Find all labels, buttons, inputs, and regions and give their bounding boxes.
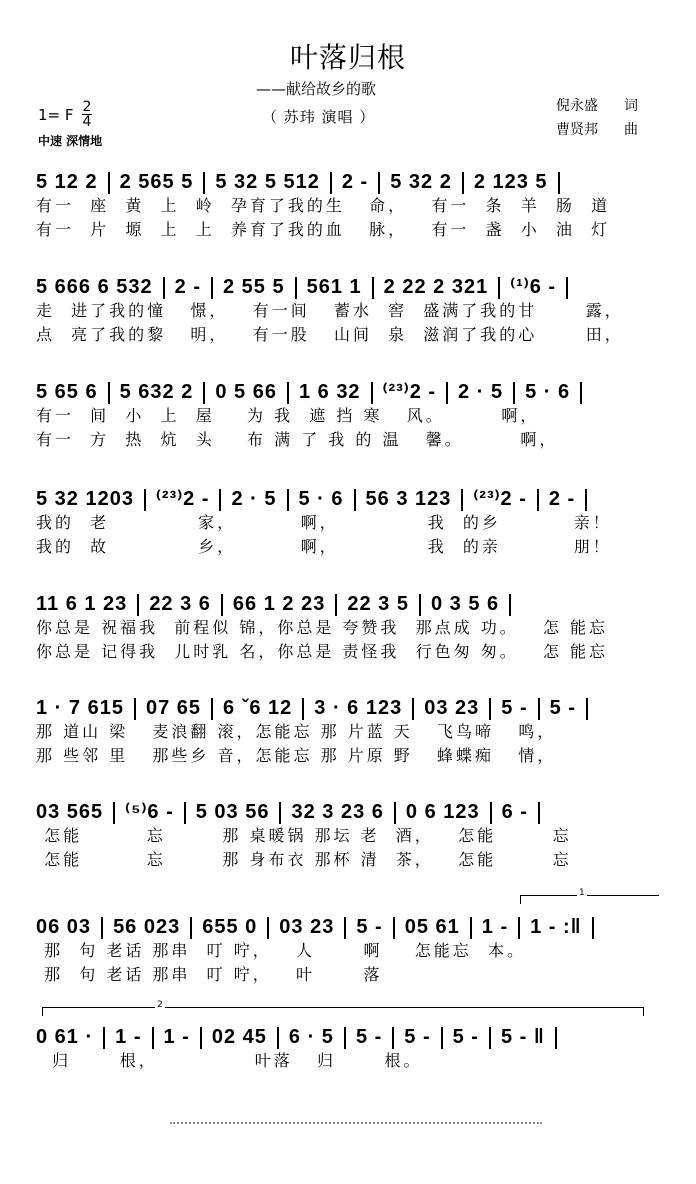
score-system [36, 686, 660, 768]
barline [108, 172, 110, 194]
barline [221, 594, 223, 616]
barline [372, 277, 374, 299]
measure: 1 · 7 615 [36, 697, 124, 719]
measure: 2 - [174, 276, 201, 298]
volta-bracket-2: 2 [42, 1007, 644, 1016]
barline [137, 594, 139, 616]
measure: 5 32 1203 [36, 488, 134, 510]
measure: 03 23 [424, 697, 480, 719]
barline [555, 1027, 557, 1049]
volta-bracket-1: 1 [520, 895, 659, 904]
measure: 66 1 2 23 [232, 593, 326, 615]
measure: ⁽¹⁾6 - [510, 276, 557, 298]
barline [134, 698, 136, 720]
notation-line [36, 370, 660, 404]
lyric-line: 那 句 老话 那串 叮 咛， 叶 落 [36, 965, 383, 984]
notation-line [36, 477, 660, 511]
measure: 5 · 6 [298, 488, 344, 510]
barline [498, 277, 500, 299]
barline [295, 277, 297, 299]
measure: 03 23 [279, 916, 335, 938]
barline [394, 802, 396, 824]
measure: 56 3 123 [365, 488, 452, 510]
barline [267, 917, 269, 939]
barline [277, 1027, 279, 1049]
barline [558, 172, 560, 194]
barline [190, 917, 192, 939]
lyric-line: 点 亮了我的黎 明， 有一股 山间 泉 滋润了我的心 田， [36, 325, 624, 344]
measure: 2 565 5 [119, 171, 194, 193]
measure: 22 3 5 [347, 593, 409, 615]
score-system [36, 160, 660, 242]
barline [330, 172, 332, 194]
measure: 5 - [501, 697, 528, 719]
barline [211, 698, 213, 720]
measure: 02 45 [211, 1026, 267, 1048]
barline [144, 489, 146, 511]
measure: 1 - :‖ [530, 916, 582, 938]
barline [344, 1027, 346, 1049]
lyric-line: 有一 座 黄 上 岭 孕育了我的生 命， 有一 条 羊 肠 道 [36, 196, 611, 215]
measure: 5 666 6 532 [36, 276, 153, 298]
lyric-line: 那 句 老话 那串 叮 咛， 人 啊 怎能忘 本。 [36, 941, 526, 960]
barline [518, 917, 520, 939]
barline [489, 1027, 491, 1049]
barline [446, 382, 448, 404]
barline [184, 802, 186, 824]
measure: 0 61 · [36, 1026, 94, 1048]
barline [393, 917, 395, 939]
score-system [36, 1000, 660, 1097]
barline [279, 802, 281, 824]
lyric-line: 有一 片 塬 上 上 养育了我的血 脉， 有一 盏 小 油 灯 [36, 220, 611, 239]
barline [287, 489, 289, 511]
score-system [36, 582, 660, 664]
lyric-line: 有一 间 小 上 屋 为 我 遮 挡 寒 风。 啊， [36, 406, 540, 425]
measure: 5 - [404, 1026, 431, 1048]
measure: 1 - [115, 1026, 142, 1048]
measure: 6 ˇ6 12 [223, 697, 293, 719]
measure: 1 6 32 [298, 381, 361, 403]
barline [585, 489, 587, 511]
barline [509, 594, 511, 616]
barline [287, 382, 289, 404]
measure: 32 3 23 6 [291, 801, 384, 823]
measure: 561 1 [306, 276, 362, 298]
barline [580, 382, 582, 404]
key-label: 1= F [38, 105, 74, 124]
barline [200, 1027, 202, 1049]
lyric-line: 怎能 忘 那 身布衣 那杯 清 茶， 怎能 忘 [36, 850, 572, 869]
measure: 5 · 6 [525, 381, 571, 403]
barline [537, 489, 539, 511]
measure: 22 3 6 [149, 593, 211, 615]
barline [344, 917, 346, 939]
measure: 0 6 123 [405, 801, 480, 823]
score-system [36, 370, 660, 452]
measure: 5 - [355, 1026, 383, 1048]
measure: 0 3 5 6 [430, 593, 500, 615]
barline [335, 594, 337, 616]
measure: 2 123 5 [473, 171, 548, 193]
measure: 5 - [549, 697, 576, 719]
lyric-line: 归 根， 叶落 归 根。 [36, 1051, 423, 1070]
measure: ⁽²³⁾2 - [473, 488, 527, 510]
measure: 5 32 2 [390, 171, 452, 193]
measure: 5 12 2 [36, 171, 98, 193]
measure: 56 023 [113, 916, 181, 938]
barline [378, 172, 380, 194]
barline [586, 698, 588, 720]
barline [462, 172, 464, 194]
measure: 0 5 66 [215, 381, 277, 403]
barline [152, 1027, 154, 1049]
measure: 655 0 [202, 916, 258, 938]
barline [490, 802, 492, 824]
barline [566, 277, 568, 299]
barline [219, 489, 221, 511]
notation-line [36, 905, 660, 939]
notation-line [36, 265, 660, 299]
score-system [36, 888, 660, 987]
measure: 03 565 [36, 801, 104, 823]
notation-line [36, 1015, 660, 1049]
lyric-line: 走 进了我的憧 憬， 有一间 蓄水 窖 盛满了我的甘 露， [36, 301, 624, 320]
barline [203, 172, 205, 194]
page-subtitle: ——献给故乡的歌 [256, 80, 377, 98]
measure: 5 65 6 [36, 381, 98, 403]
notation-line [36, 160, 660, 194]
barline [211, 277, 213, 299]
measure: 07 65 [145, 697, 202, 719]
measure: 1 - [481, 916, 509, 938]
barline [513, 382, 515, 404]
barline [101, 917, 103, 939]
barline [441, 1027, 443, 1049]
measure: 3 · 6 123 [314, 697, 403, 719]
lyric-line: 怎能 忘 那 桌暖锅 那坛 老 酒， 怎能 忘 [36, 826, 572, 845]
measure: 05 61 [404, 916, 460, 938]
barline [203, 382, 205, 404]
barline [163, 277, 165, 299]
measure: 2 · 5 [231, 488, 277, 510]
measure: 5 - [356, 916, 383, 938]
measure: 2 - [548, 488, 576, 510]
measure: 2 - [341, 171, 369, 193]
measure: 1 - [163, 1026, 190, 1048]
measure: 5 03 56 [195, 801, 270, 823]
barline [103, 1027, 105, 1049]
lyric-line: 那 道山 梁 麦浪翻 滚，怎能忘 那 片蓝 天 飞鸟啼 鸣， [36, 722, 557, 741]
barline [302, 698, 304, 720]
lyric-line: 你总是 记得我 儿时乳 名，你总是 责怪我 行色匆 匆。 怎 能忘 [36, 642, 609, 661]
barline [113, 802, 115, 824]
measure: 2 22 2 321 [383, 276, 489, 298]
barline [354, 489, 356, 511]
key-signature [38, 100, 92, 129]
tempo-marking: 中速 深情地 [38, 134, 103, 148]
measure: 6 - [501, 801, 528, 823]
measure: 11 6 1 23 [36, 593, 128, 615]
barline [470, 917, 472, 939]
measure: ⁽⁵⁾6 - [125, 801, 174, 823]
lyric-line [36, 1073, 660, 1097]
barline [538, 802, 540, 824]
lyric-line: 我的 老 家， 啊， 我 的乡 亲！ [36, 513, 612, 532]
barline [371, 382, 373, 404]
lyric-line: 你总是 祝福我 前程似 锦，你总是 夸赞我 那点成 功。 怎 能忘 [36, 618, 609, 637]
measure: ⁽²³⁾2 - [155, 488, 210, 510]
lyric-line: 那 些邻 里 那些乡 音，怎能忘 那 片原 野 蜂蝶痴 情， [36, 746, 557, 765]
measure: 2 55 5 [223, 276, 285, 298]
measure: 5 32 5 512 [215, 171, 320, 193]
barline [538, 698, 540, 720]
page-title: 叶落归根 [289, 41, 406, 74]
barline [592, 917, 594, 939]
singer-credit: （ 苏玮 演唱 ） [262, 108, 376, 126]
barline [412, 698, 414, 720]
measure: ⁽²³⁾2 - [382, 381, 437, 403]
notation-line [36, 686, 660, 720]
barline [489, 698, 491, 720]
score-system [36, 790, 660, 872]
measure: 5 - [452, 1026, 479, 1048]
barline [108, 382, 110, 404]
credits [556, 94, 638, 142]
barline [419, 594, 421, 616]
barline [392, 1027, 394, 1049]
measure: 5 632 2 [119, 381, 194, 403]
measure: 6 · 5 [288, 1026, 334, 1048]
measure: 5 - ‖ [500, 1026, 545, 1048]
notation-line [36, 582, 660, 616]
score-system [36, 477, 660, 559]
measure: 2 · 5 [458, 381, 504, 403]
notation-line [36, 790, 660, 824]
score-system [36, 265, 660, 347]
composer-credit: 曹贤邦 曲 [556, 122, 638, 138]
measure: 06 03 [36, 916, 92, 938]
lyric-line: 我的 故 乡， 啊， 我 的亲 朋！ [36, 537, 612, 556]
lyric-line: 有一 方 热 炕 头 布 满 了 我 的 温 馨。 啊， [36, 430, 559, 449]
time-signature: $\frac{2}{4}$ [82, 99, 92, 130]
barline [461, 489, 463, 511]
lyricist-credit: 倪永盛 词 [556, 98, 638, 114]
footer-divider [170, 1122, 542, 1126]
